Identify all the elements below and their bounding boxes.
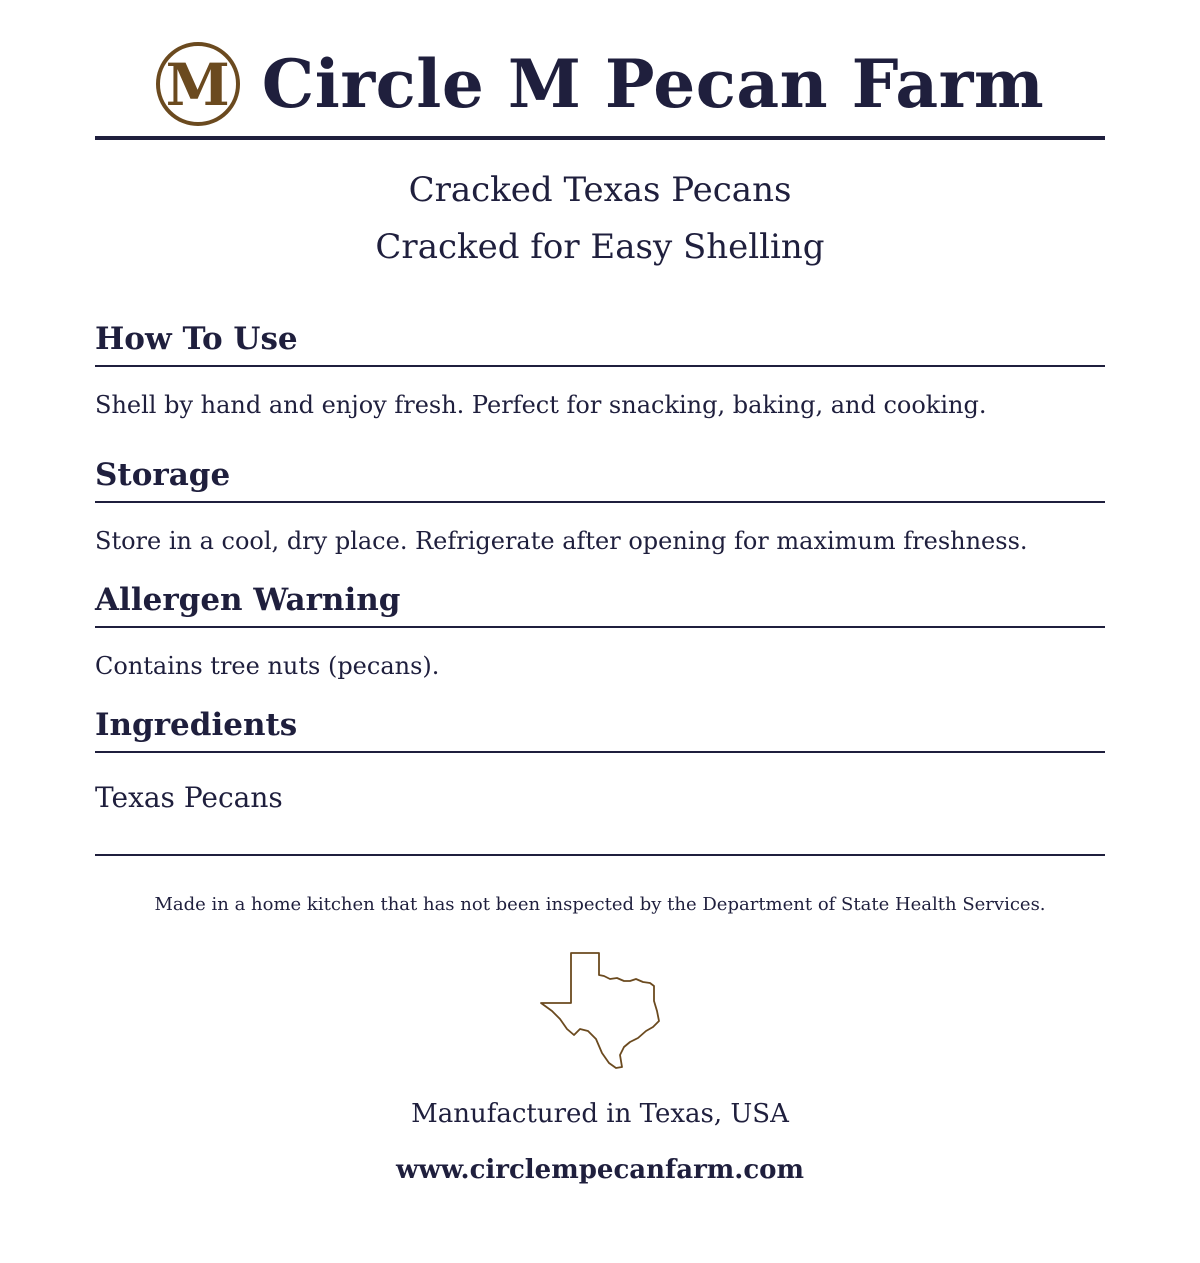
circle-m-logo xyxy=(156,42,240,126)
section-body: Shell by hand and enjoy fresh. Perfect for snacking, baking, and cooking. xyxy=(95,391,987,419)
section-title: Storage xyxy=(95,457,1105,503)
logo-letter: M xyxy=(165,51,230,119)
product-name: Cracked Texas Pecans xyxy=(408,170,792,210)
section-storage xyxy=(95,457,1105,555)
cottage-food-disclaimer: Made in a home kitchen that has not been inspected by the Department of State Health Services. xyxy=(154,894,1046,915)
footer-divider xyxy=(95,854,1105,856)
label-header xyxy=(95,34,1105,134)
section-body: Contains tree nuts (pecans). xyxy=(95,652,440,680)
section-body: Store in a cool, dry place. Refrigerate after opening for maximum freshness. xyxy=(95,527,1028,555)
brand-name: Circle M Pecan Farm xyxy=(261,45,1045,123)
made-in-statement: Manufactured in Texas, USA xyxy=(411,1099,789,1129)
section-title: Ingredients xyxy=(95,707,1105,753)
product-label xyxy=(95,0,1105,1185)
section-how-to-use xyxy=(95,321,1105,419)
section-allergen-warning xyxy=(95,582,1105,680)
product-tagline: Cracked for Easy Shelling xyxy=(375,227,825,267)
texas-map xyxy=(95,951,1105,1071)
website-url: www.circlempecanfarm.com xyxy=(395,1155,805,1185)
section-title: How To Use xyxy=(95,321,1105,367)
section-title: Allergen Warning xyxy=(95,582,1105,628)
section-ingredients xyxy=(95,707,1105,814)
section-body: Texas Pecans xyxy=(95,781,283,814)
texas-outline-icon xyxy=(538,951,662,1071)
product-block xyxy=(95,162,1105,276)
header-divider xyxy=(95,136,1105,140)
